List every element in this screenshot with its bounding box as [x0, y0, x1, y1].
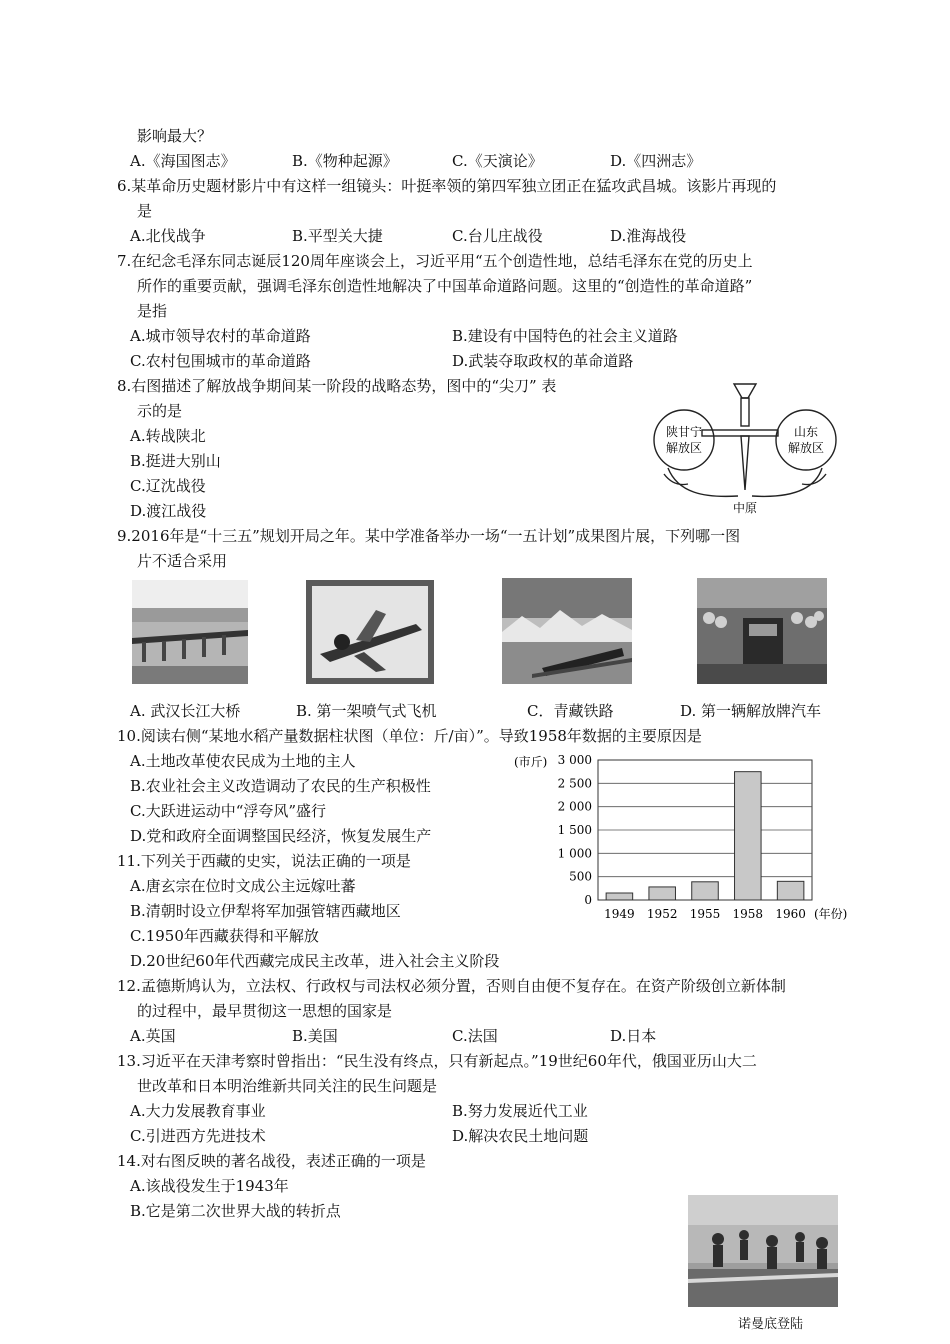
- q10-option-a[interactable]: A.土地改革使农民成为土地的主人: [130, 752, 356, 770]
- q10-stem: 10.阅读右侧“某地水稻产量数据柱状图（单位：斤/亩）”。导致1958年数据的主要原因是: [117, 727, 702, 745]
- q6-stem-cont: 是: [137, 202, 153, 220]
- q11-option-b[interactable]: B.清朝时设立伊犁将军加强管辖西藏地区: [130, 902, 401, 920]
- q5-stem-cont: 影响最大？: [137, 127, 213, 145]
- bar-1960: [777, 881, 804, 900]
- y-tick-label: 500: [569, 869, 592, 884]
- q8-option-b[interactable]: B.挺进大别山: [130, 452, 221, 470]
- q9-stem-cont: 片不适合采用: [137, 552, 228, 570]
- bar-1952: [649, 887, 676, 900]
- q9-option-b[interactable]: B. 第一架喷气式飞机: [296, 702, 437, 720]
- photo-caption: 诺曼底登陆: [738, 1317, 804, 1332]
- q12-stem: 12.孟德斯鸠认为，立法权、行政权与司法权必须分置，否则自由便不复存在。在资产阶级创立新体制: [117, 977, 786, 995]
- q11-stem: 11.下列关于西藏的史实，说法正确的一项是: [117, 852, 411, 870]
- knife-blade-icon: [741, 436, 749, 490]
- q7-option-d[interactable]: D.武装夺取政权的革命道路: [452, 352, 634, 370]
- q7-option-a[interactable]: A.城市领导农村的革命道路: [130, 327, 311, 345]
- q6-option-c[interactable]: C.台儿庄战役: [452, 227, 543, 245]
- q8-option-c[interactable]: C.辽沈战役: [130, 477, 206, 495]
- strategy-diagram: [644, 378, 844, 518]
- region-label: 陕甘宁: [665, 425, 703, 439]
- q13-stem-cont: 世改革和日本明治维新共同关注的民生问题是: [137, 1077, 438, 1095]
- q6-option-a[interactable]: A.北伐战争: [130, 227, 206, 245]
- photo-qinghai-tibet-railway: [502, 578, 632, 684]
- x-tick-label: 1960: [775, 907, 806, 921]
- q13-stem: 13.习近平在天津考察时曾指出：“民生没有终点，只有新起点。”19世纪60年代，俄国亚历山大二: [117, 1052, 757, 1070]
- q8-option-a[interactable]: A.转战陕北: [130, 427, 206, 445]
- region-label: 解放区: [787, 441, 825, 455]
- q5-option-b[interactable]: B.《物种起源》: [292, 152, 398, 170]
- region-label: 中原: [732, 501, 758, 515]
- q7-stem-cont2: 是指: [137, 302, 168, 320]
- knife-handle-icon: [734, 384, 756, 398]
- y-tick-label: 2 500: [557, 776, 592, 791]
- y-tick-label: 0: [584, 893, 592, 907]
- region-label: 山东: [793, 425, 819, 439]
- q6-option-d[interactable]: D.淮海战役: [610, 227, 687, 245]
- x-axis-label: (年份): [814, 907, 848, 921]
- q9-option-d[interactable]: D. 第一辆解放牌汽车: [680, 702, 822, 720]
- x-tick-label: 1952: [646, 907, 678, 921]
- x-tick-label: 1949: [604, 907, 635, 921]
- shandong-circle: [776, 410, 836, 470]
- q8-option-d[interactable]: D.渡江战役: [130, 502, 207, 520]
- y-axis-label: (市斤): [514, 755, 548, 769]
- q5-option-c[interactable]: C.《天演论》: [452, 152, 543, 170]
- q10-option-b[interactable]: B.农业社会主义改造调动了农民的生产积极性: [130, 777, 431, 795]
- x-tick-label: 1955: [689, 907, 721, 921]
- q14-option-b[interactable]: B.它是第二次世界大战的转折点: [130, 1202, 341, 1220]
- q11-option-c[interactable]: C.1950年西藏获得和平解放: [130, 927, 319, 945]
- q7-option-c[interactable]: C.农村包围城市的革命道路: [130, 352, 311, 370]
- y-tick-label: 2 000: [557, 799, 592, 814]
- q13-option-b[interactable]: B.努力发展近代工业: [452, 1102, 588, 1120]
- q5-option-a[interactable]: A.《海国图志》: [130, 152, 236, 170]
- q12-option-a[interactable]: A.英国: [130, 1027, 176, 1045]
- photo-jet-plane: [306, 580, 434, 684]
- y-tick-label: 3 000: [557, 753, 592, 767]
- q8-stem-cont: 示的是: [137, 402, 183, 420]
- photo-normandy-landing: [688, 1195, 838, 1307]
- rice-yield-chart: [512, 748, 857, 928]
- q14-option-a[interactable]: A.该战役发生于1943年: [130, 1177, 289, 1195]
- q9-option-a[interactable]: A. 武汉长江大桥: [130, 702, 241, 720]
- y-tick-label: 1 500: [557, 823, 592, 837]
- y-tick-label: 1 000: [557, 846, 592, 861]
- photo-jiefang-truck: [697, 578, 827, 684]
- q8-stem: 8.右图描述了解放战争期间某一阶段的战略态势，图中的“尖刀” 表: [117, 377, 557, 395]
- x-tick-label: 1958: [732, 907, 764, 921]
- q13-option-c[interactable]: C.引进西方先进技术: [130, 1127, 266, 1145]
- q12-option-c[interactable]: C.法国: [452, 1027, 498, 1045]
- q12-option-d[interactable]: D.日本: [610, 1027, 657, 1045]
- q10-option-c[interactable]: C.大跃进运动中“浮夸风”盛行: [130, 802, 327, 820]
- q9-stem: 9.2016年是“十三五”规划开局之年。某中学准备举办一场“一五计划”成果图片展，下列哪一图: [117, 527, 741, 545]
- q9-option-c[interactable]: C．青藏铁路: [527, 702, 614, 720]
- q14-stem: 14.对右图反映的著名战役，表述正确的一项是: [117, 1152, 426, 1170]
- region-label: 解放区: [665, 441, 703, 455]
- q7-option-b[interactable]: B.建设有中国特色的社会主义道路: [452, 327, 678, 345]
- q7-stem-cont1: 所作的重要贡献，强调毛泽东创造性地解决了中国革命道路问题。这里的“创造性的革命道路”: [137, 277, 753, 295]
- q11-option-a[interactable]: A.唐玄宗在位时文成公主远嫁吐蕃: [130, 877, 356, 895]
- q6-option-b[interactable]: B.平型关大捷: [292, 227, 383, 245]
- q6-stem: 6.某革命历史题材影片中有这样一组镜头：叶挺率领的第四军独立团正在猛攻武昌城。该影片再现的: [117, 177, 777, 195]
- q10-option-d[interactable]: D.党和政府全面调整国民经济，恢复发展生产: [130, 827, 432, 845]
- q5-option-d[interactable]: D.《四洲志》: [610, 152, 702, 170]
- q12-stem-cont: 的过程中，最早贯彻这一思想的国家是: [137, 1002, 393, 1020]
- q13-option-a[interactable]: A.大力发展教育事业: [130, 1102, 266, 1120]
- bar-1958: [735, 772, 762, 900]
- bar-1949: [606, 893, 633, 900]
- q13-option-d[interactable]: D.解决农民土地问题: [452, 1127, 589, 1145]
- photo-wuhan-bridge: [132, 580, 248, 684]
- shaanganning-circle: [654, 410, 714, 470]
- q7-stem: 7.在纪念毛泽东同志诞辰120周年座谈会上，习近平用“五个创造性地，总结毛泽东在党的历史上: [117, 252, 753, 270]
- q12-option-b[interactable]: B.美国: [292, 1027, 338, 1045]
- bar-1955: [692, 882, 719, 900]
- q11-option-d[interactable]: D.20世纪60年代西藏完成民主改革，进入社会主义阶段: [130, 952, 500, 970]
